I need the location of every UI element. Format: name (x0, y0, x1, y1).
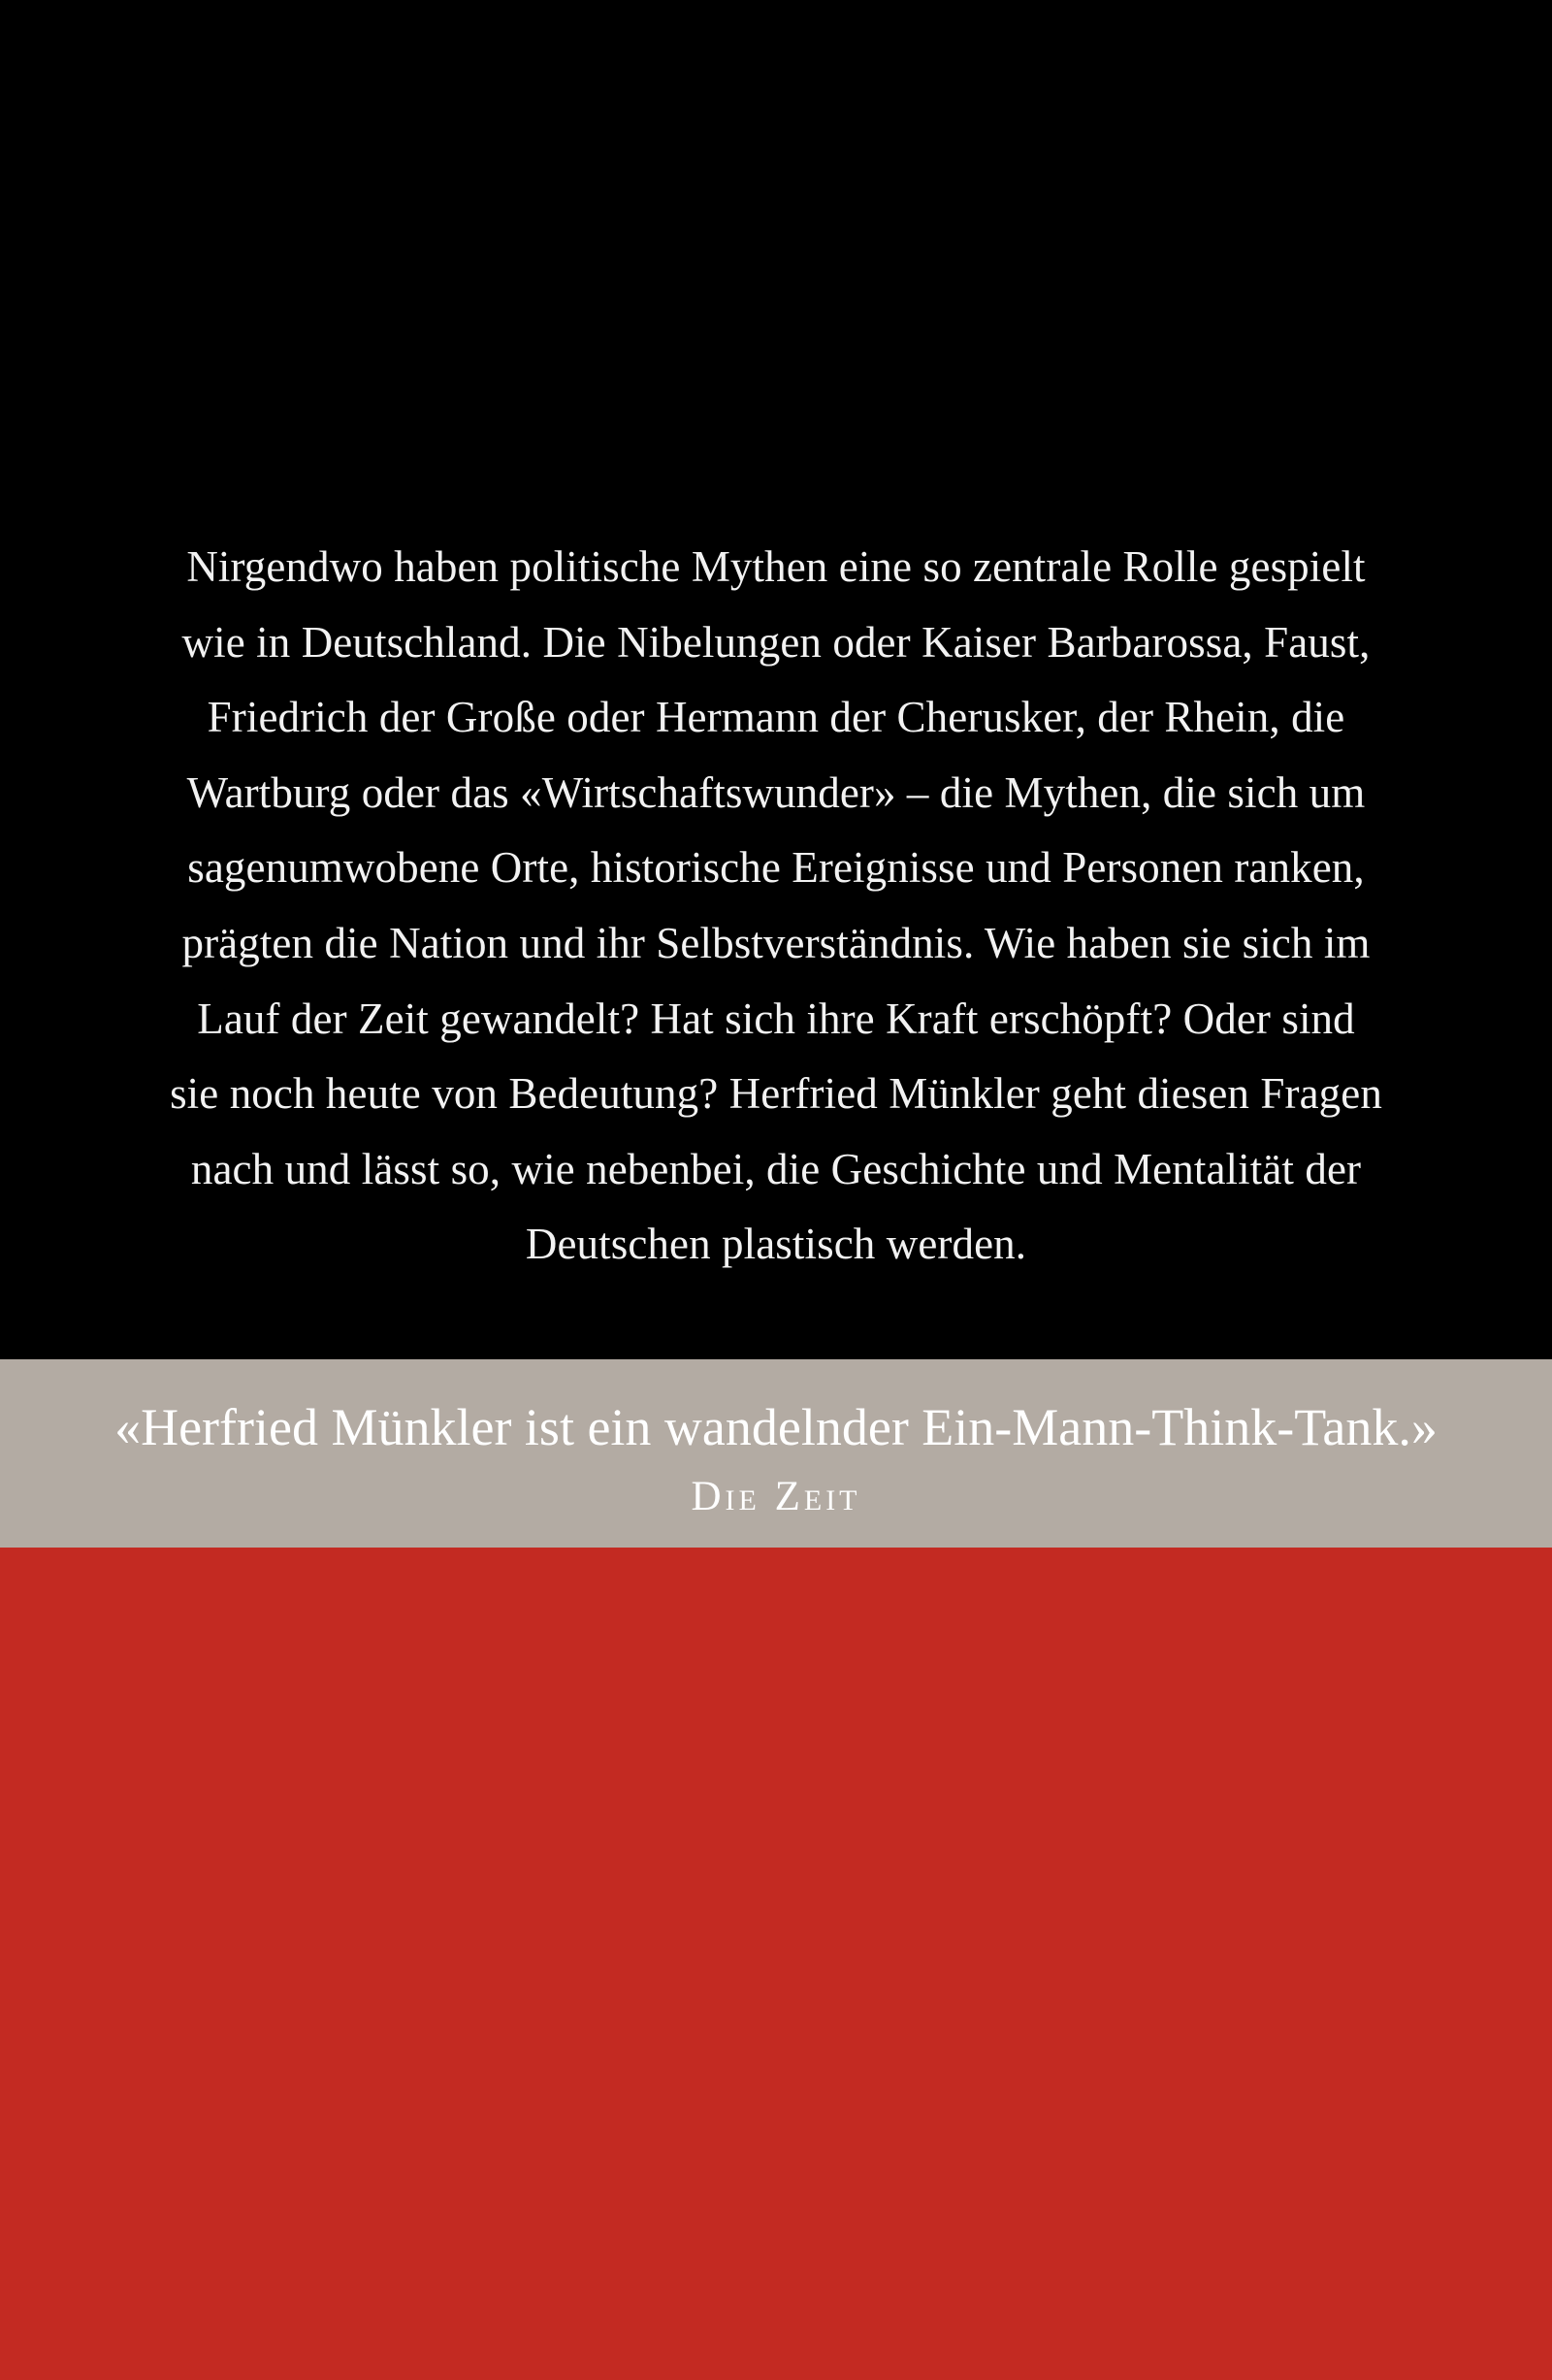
blurb-line-10: Deutschen plastisch werden. (525, 1220, 1027, 1269)
blurb-line-8: sie noch heute von Bedeutung? Herfried Münkler geht diesen Fragen (170, 1069, 1382, 1119)
blurb-line-5: sagenumwobene Orte, historische Ereignisse und Personen ranken, (187, 843, 1365, 893)
blurb-line-9: nach und lässt so, wie nebenbei, die Geschichte und Mentalität der (190, 1144, 1362, 1193)
red-band (0, 1548, 1552, 2380)
press-quote: «Herfried Münkler ist ein wandelnder Ein-Mann-Think-Tank.» (114, 1398, 1438, 1456)
blurb-line-3: Friedrich der Große oder Hermann der Cherusker, der Rhein, die (207, 693, 1345, 742)
blurb-line-2: wie in Deutschland. Die Nibelungen oder Kaiser Barbarossa, Faust, (181, 617, 1371, 667)
blurb-line-6: prägten die Nation und ihr Selbstverständnis. Wie haben sie sich im (181, 918, 1371, 967)
blurb-line-7: Lauf der Zeit gewandelt? Hat sich ihre Kraft erschöpft? Oder sind (197, 994, 1355, 1043)
quote-source: Die Zeit (691, 1474, 861, 1519)
blurb-line-1: Nirgendwo haben politische Mythen eine so zentrale Rolle gespielt (186, 542, 1366, 591)
blurb-line-4: Wartburg oder das «Wirtschaftswunder» – die Mythen, die sich um (186, 767, 1366, 817)
quote-band (0, 1359, 1552, 1548)
blurb-text (0, 530, 1552, 1283)
